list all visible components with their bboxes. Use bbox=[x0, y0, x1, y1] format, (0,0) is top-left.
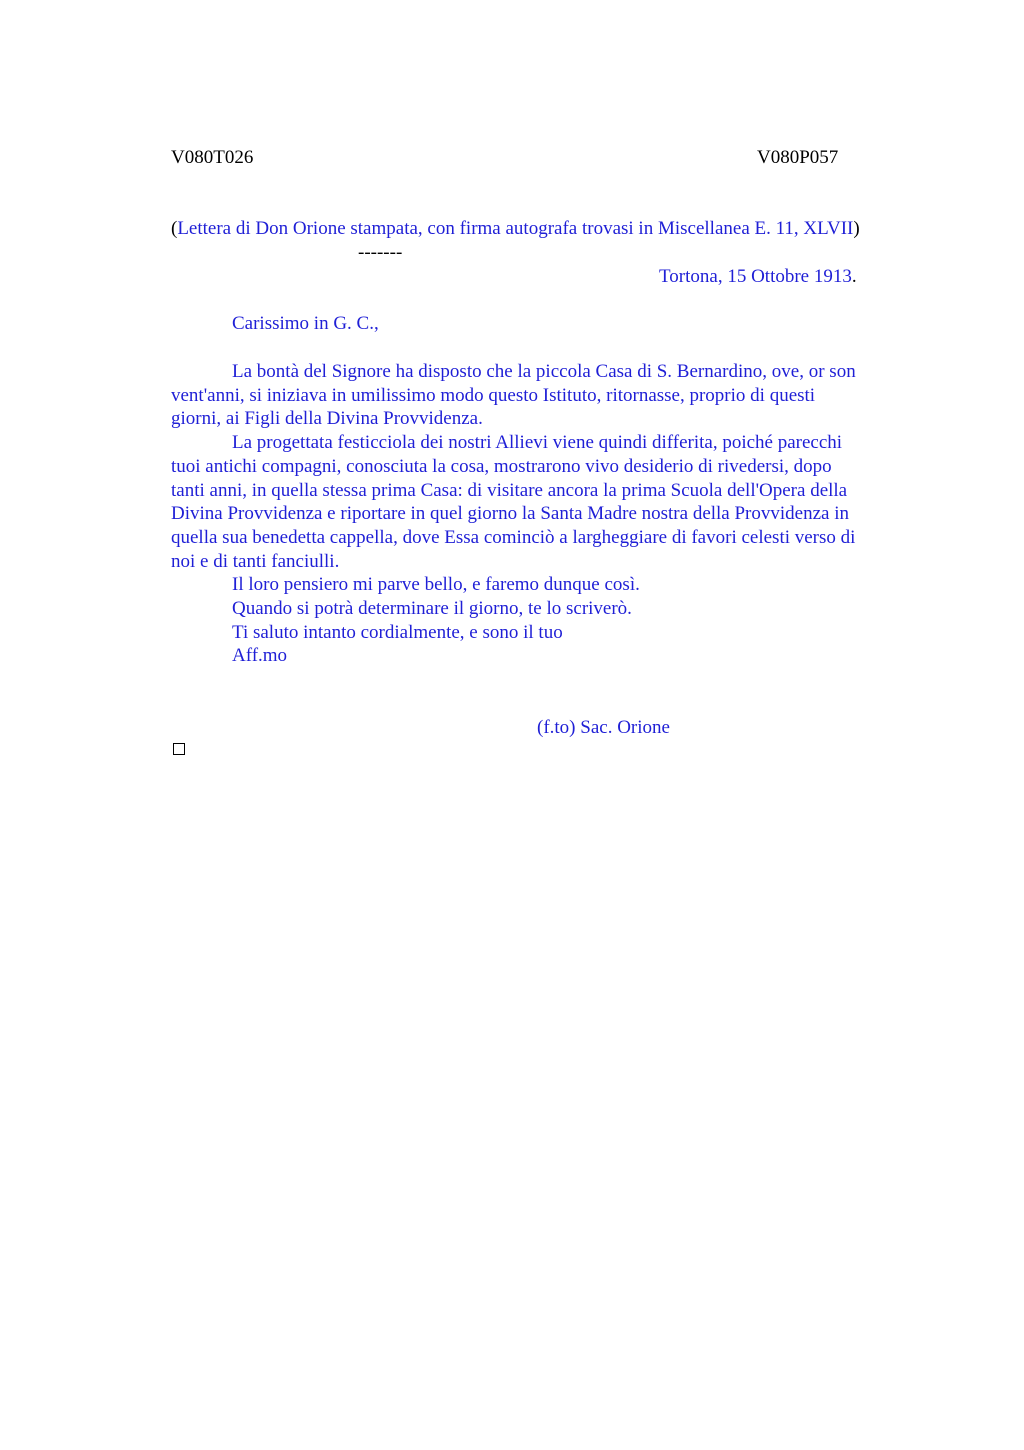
body-line: noi e di tanti fanciulli. bbox=[171, 550, 340, 572]
date-text: Tortona, 15 Ottobre 1913 bbox=[659, 266, 852, 287]
body-line: La bontà del Signore ha disposto che la piccola Casa di S. Bernardino, ove, or son bbox=[232, 361, 856, 382]
document-code-left: V080T026 bbox=[171, 147, 254, 168]
body-line: Quando si potrà determinare il giorno, te lo scriverò. bbox=[232, 598, 632, 620]
source-note-open-paren: ( bbox=[171, 218, 178, 239]
date-line bbox=[659, 265, 857, 289]
source-note-text: Lettera di Don Orione stampata, con firma autografa trovasi in Miscellanea E. 11, XLVII bbox=[177, 218, 854, 239]
letter-body bbox=[171, 360, 931, 668]
document-code-right: V080P057 bbox=[757, 147, 839, 168]
body-line: tanti anni, in quella stessa prima Casa: di visitare ancora la prima Scuola dell'Opera della bbox=[171, 479, 848, 501]
separator-dashes: ------- bbox=[358, 242, 403, 263]
source-note-close-paren: ) bbox=[853, 218, 860, 239]
body-line: giorni, ai Figli della Divina Provvidenza. bbox=[171, 408, 483, 430]
date-period: . bbox=[851, 266, 857, 287]
body-line: vent'anni, si iniziava in umilissimo modo questo Istituto, ritornasse, proprio di questi bbox=[171, 384, 816, 406]
salutation: Carissimo in G. C., bbox=[232, 313, 379, 334]
body-line: La progettata festicciola dei nostri Allievi viene quindi differita, poiché parecchi bbox=[232, 432, 843, 454]
source-note bbox=[171, 217, 860, 241]
closing-aff-mo: Aff.mo bbox=[232, 645, 288, 667]
body-line: Ti saluto intanto cordialmente, e sono il tuo bbox=[232, 621, 563, 643]
end-of-document-square-icon bbox=[173, 743, 185, 755]
body-line: quella sua benedetta cappella, dove Essa cominciò a largheggiare di favori celesti verso di bbox=[171, 526, 856, 548]
body-line: Divina Provvidenza e riportare in quel giorno la Santa Madre nostra della Provvidenza in bbox=[171, 503, 849, 525]
body-line: Il loro pensiero mi parve bello, e faremo dunque così. bbox=[232, 574, 640, 596]
signature: (f.to) Sac. Orione bbox=[537, 717, 670, 738]
body-line: tuoi antichi compagni, conosciuta la cosa, mostrarono vivo desiderio di rivedersi, dopo bbox=[171, 455, 832, 477]
